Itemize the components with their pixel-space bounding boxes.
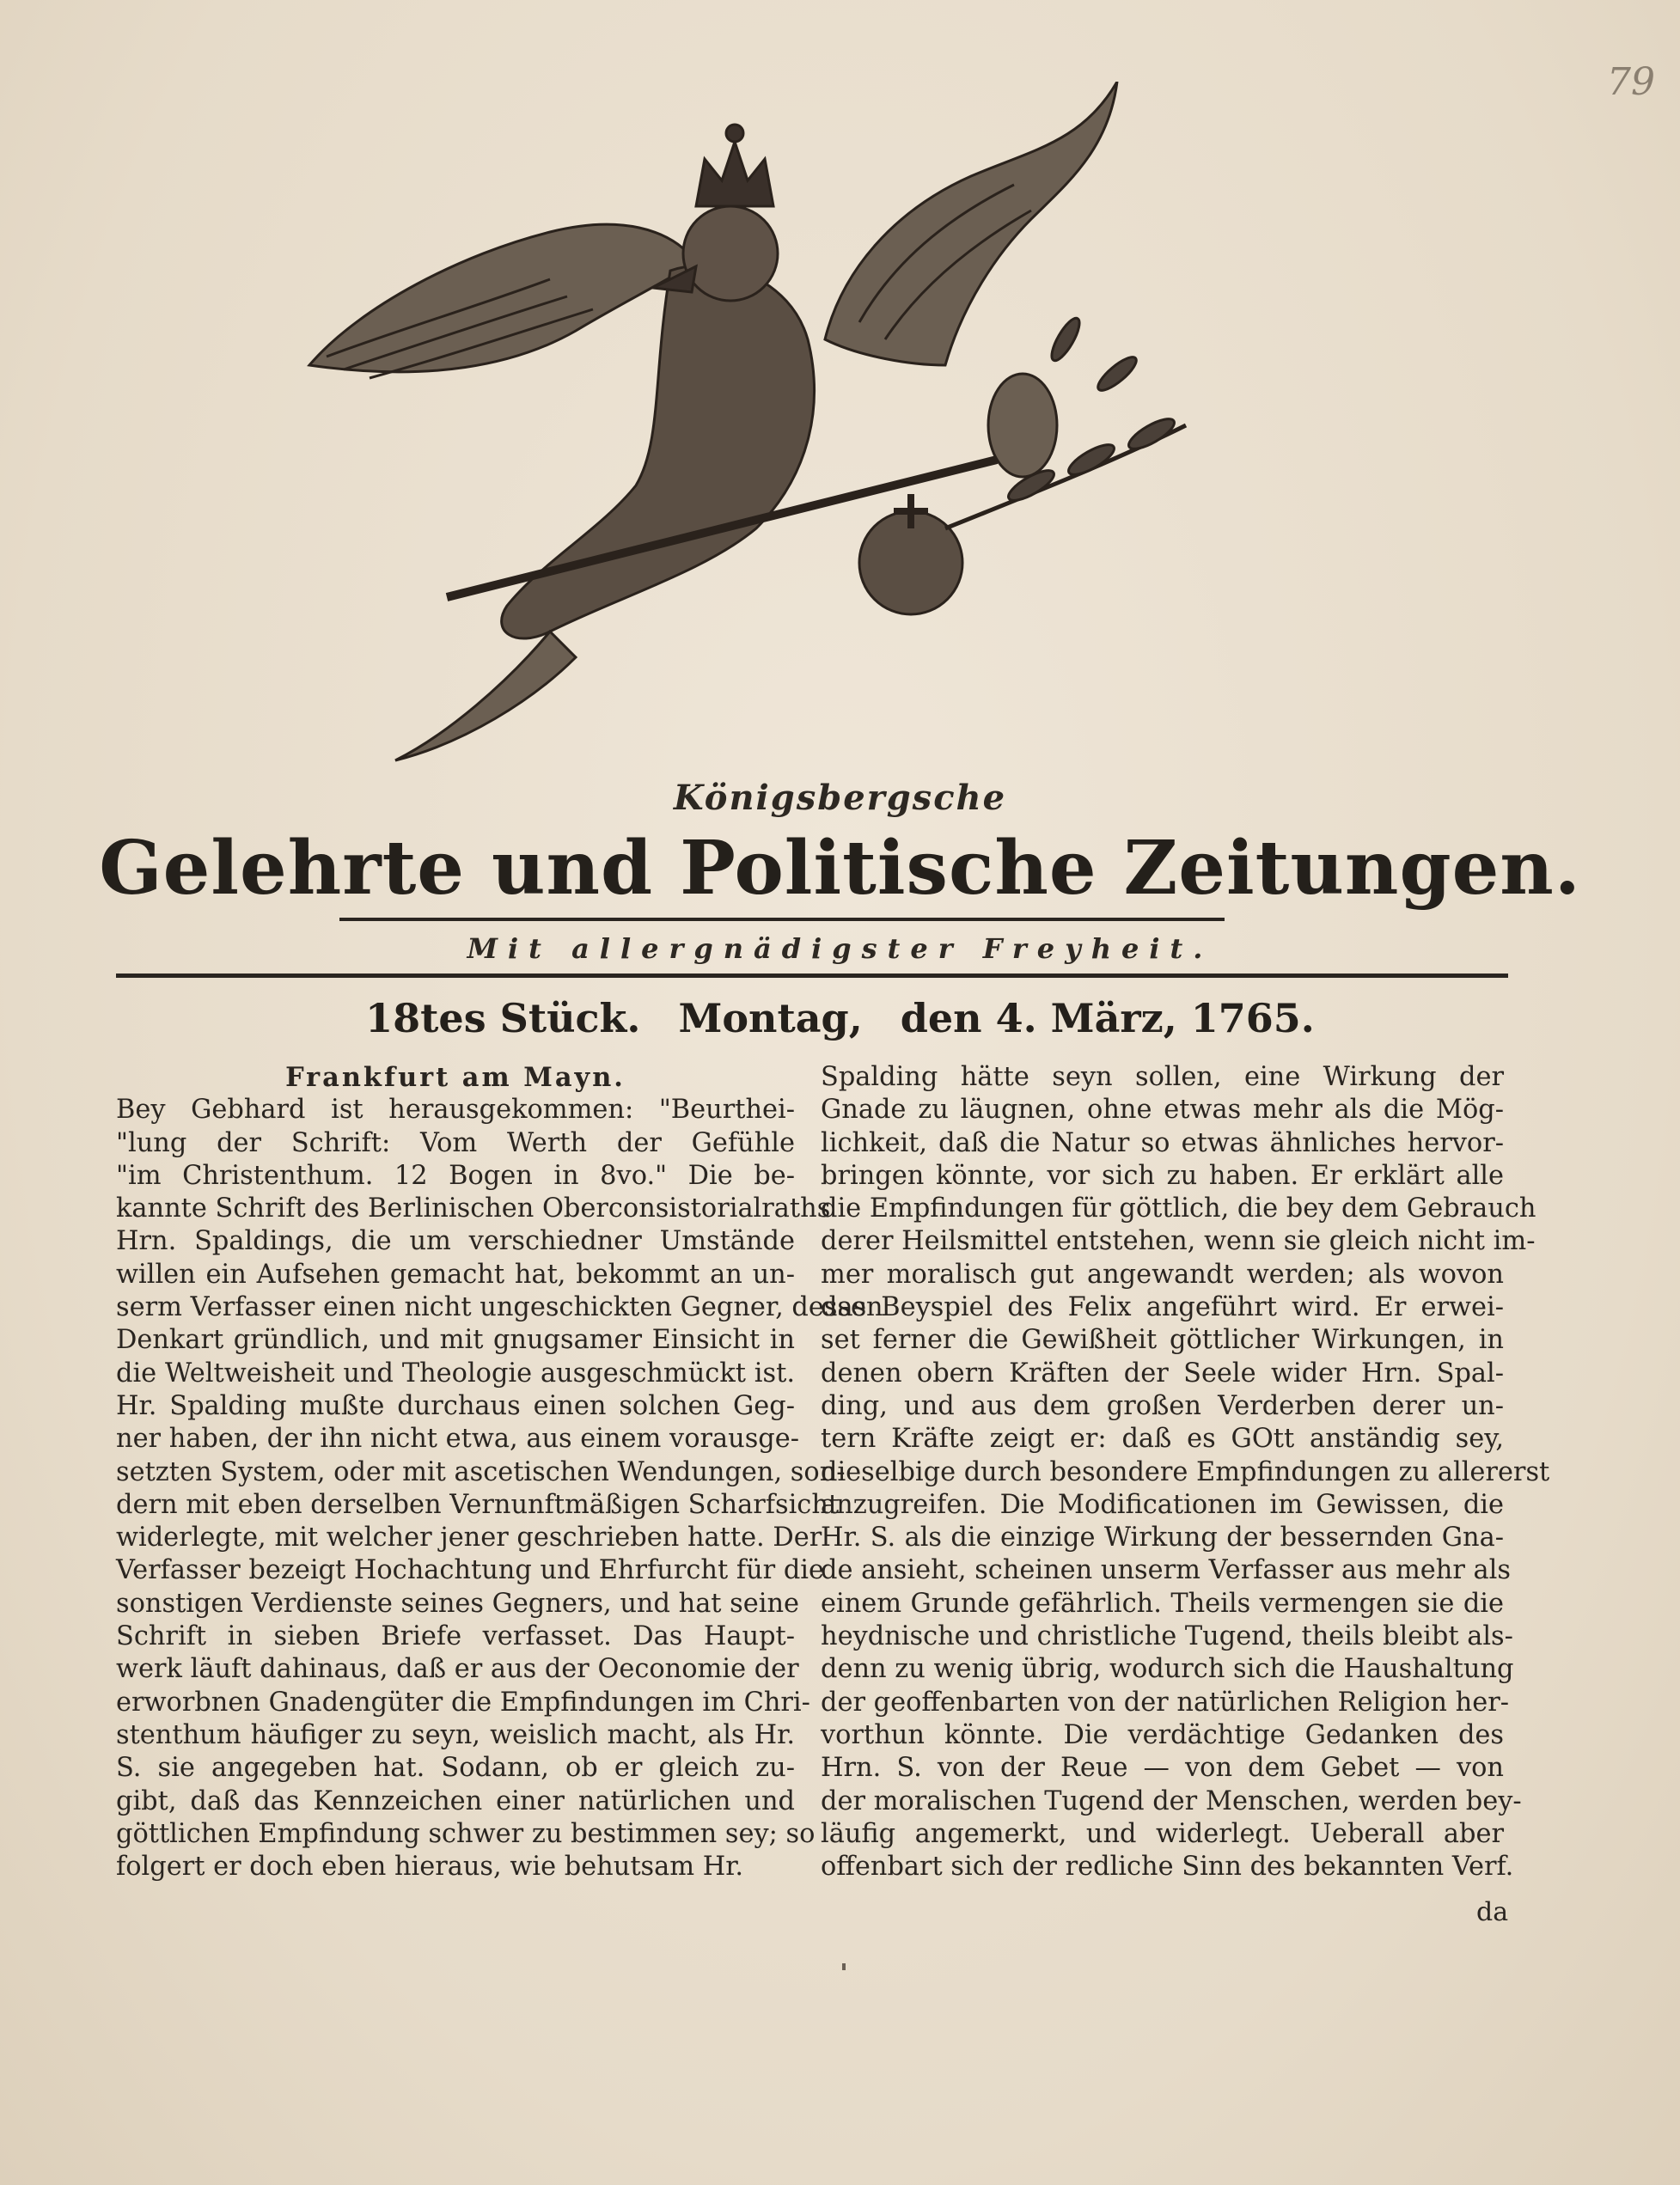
catchword: da [1476, 1897, 1509, 1927]
text-line: Verfasser bezeigt Hochachtung und Ehrfurcht für die [116, 1555, 824, 1586]
text-line: heydnische und christliche Tugend, theils bleibt als- [821, 1621, 1513, 1652]
text-line: werk läuft dahinaus, daß er aus der Oeconomie der [116, 1654, 799, 1685]
dateline [0, 995, 1680, 1041]
header-rule [116, 973, 1508, 978]
text-line: setzten System, oder mit ascetischen Wendungen, son- [116, 1456, 846, 1487]
text-line: Hr. Spalding mußte durchaus einen solchen Geg- [116, 1390, 795, 1421]
text-line: ding, und aus dem großen Verderben derer un- [821, 1390, 1504, 1421]
text-line: serm Verfasser einen nicht ungeschickten Gegner, dessen [116, 1292, 883, 1323]
text-line: läufig angemerkt, und widerlegt. Ueberall aber [821, 1818, 1504, 1849]
text-line: "lung der Schrift: Vom Werth der Gefühle [116, 1127, 795, 1158]
text-line: sonstigen Verdienste seines Gegners, und hat seine [116, 1588, 800, 1619]
text-line: offenbart sich der redliche Sinn des bekannten Verf. [821, 1852, 1514, 1883]
text-line: vorthun könnte. Die verdächtige Gedanken des [821, 1719, 1504, 1750]
text-line: Hr. S. als die einzige Wirkung der bessernden Gna- [821, 1523, 1504, 1553]
masthead-subtitle: Königsbergsche [673, 778, 1007, 818]
article-heading: Frankfurt am Mayn. [285, 1062, 626, 1093]
text-line: mer moralisch gut angewandt werden; als wovon [821, 1259, 1504, 1290]
text-line: Hrn. S. von der Reue — von dem Gebet — von [821, 1753, 1504, 1784]
text-line: der geoffenbarten von der natürlichen Religion her- [821, 1687, 1509, 1718]
text-line: das Beyspiel des Felix angeführt wird. Er erwei- [821, 1292, 1504, 1323]
text-line: die Empfindungen für göttlich, die bey dem Gebrauch [821, 1193, 1536, 1224]
masthead-rule [339, 918, 1225, 921]
eagle-head-icon [683, 206, 778, 301]
text-line: stenthum häufiger zu seyn, weislich macht, als Hr. [116, 1719, 795, 1750]
article-column-left [116, 1061, 883, 1883]
column-divider-mark [842, 1963, 846, 1970]
text-line: tern Kräfte zeigt er: daß es GOtt anständig sey, [821, 1424, 1504, 1455]
eagle-tail-icon [395, 632, 576, 760]
issue-date: den 4. März, 1765. [900, 995, 1315, 1041]
text-line: Hrn. Spaldings, die um verschiedner Umstände [116, 1226, 795, 1257]
text-line: de ansieht, scheinen unserm Verfasser aus mehr als [821, 1555, 1511, 1586]
text-line: dern mit eben derselben Vernunftmäßigen Scharfsicht [116, 1489, 840, 1520]
text-line: einem Grunde gefährlich. Theils vermengen sie die [821, 1588, 1504, 1619]
page-number: 79 [1607, 60, 1655, 104]
prussian-eagle-emblem [292, 82, 1323, 786]
text-line: göttlichen Empfindung schwer zu bestimmen sey; so [116, 1818, 816, 1849]
text-line: derer Heilsmittel entstehen, wenn sie gleich nicht im- [821, 1226, 1536, 1257]
text-line: anzugreifen. Die Modificationen im Gewissen, die [821, 1489, 1504, 1520]
text-line: bringen könnte, vor sich zu haben. Er erklärt alle [821, 1160, 1504, 1191]
text-line: Gnade zu läugnen, ohne etwas mehr als die Mög- [821, 1095, 1504, 1126]
text-line: "im Christenthum. 12 Bogen in 8vo." Die be- [116, 1160, 795, 1191]
text-line: Schrift in sieben Briefe verfasset. Das Haupt- [116, 1621, 795, 1652]
text-line: widerlegte, mit welcher jener geschrieben hatte. Der [116, 1523, 822, 1553]
right-column-text [821, 1061, 1550, 1883]
text-line: ner haben, der ihn nicht etwa, aus einem vorausge- [116, 1424, 800, 1455]
left-column-text [116, 1094, 883, 1883]
masthead-title: Gelehrte und Politische Zeitungen. [99, 825, 1581, 912]
weekday: Montag, [678, 995, 863, 1041]
text-line: kannte Schrift des Berlinischen Oberconsistorialraths [116, 1193, 831, 1224]
text-line: die Weltweisheit und Theologie ausgeschmückt ist. [116, 1358, 795, 1389]
text-line: lichkeit, daß die Natur so etwas ähnliches hervor- [821, 1127, 1504, 1158]
text-line: Bey Gebhard ist herausgekommen: "Beurthei- [116, 1095, 795, 1126]
text-line: erworbnen Gnadengüter die Empfindungen im Chri- [116, 1687, 810, 1718]
text-line: denn zu wenig übrig, wodurch sich die Haushaltung [821, 1654, 1514, 1685]
text-line: Spalding hätte seyn sollen, eine Wirkung der [821, 1062, 1504, 1092]
text-line: folgert er doch eben hieraus, wie behutsam Hr. [116, 1852, 744, 1883]
text-line: denen obern Kräften der Seele wider Hrn. Spal- [821, 1358, 1504, 1389]
text-line: gibt, daß das Kennzeichen einer natürlichen und [116, 1785, 795, 1816]
text-line: set ferner die Gewißheit göttlicher Wirkungen, in [821, 1325, 1504, 1356]
text-line: willen ein Aufsehen gemacht hat, bekommt an un- [116, 1259, 795, 1290]
text-line: der moralischen Tugend der Menschen, werden bey- [821, 1785, 1522, 1816]
article-column-right [821, 1061, 1550, 1883]
text-line: S. sie angegeben hat. Sodann, ob er gleich zu- [116, 1753, 795, 1784]
left-wing-icon [309, 224, 696, 372]
text-line: Denkart gründlich, und mit gnugsamer Einsicht in [116, 1325, 795, 1356]
privilege-line: Mit allergnädigster Freyheit. [467, 932, 1213, 965]
text-line: dieselbige durch besondere Empfindungen zu allererst [821, 1456, 1550, 1487]
crown-icon [696, 142, 773, 206]
issue-number: 18tes Stück. [365, 995, 641, 1041]
